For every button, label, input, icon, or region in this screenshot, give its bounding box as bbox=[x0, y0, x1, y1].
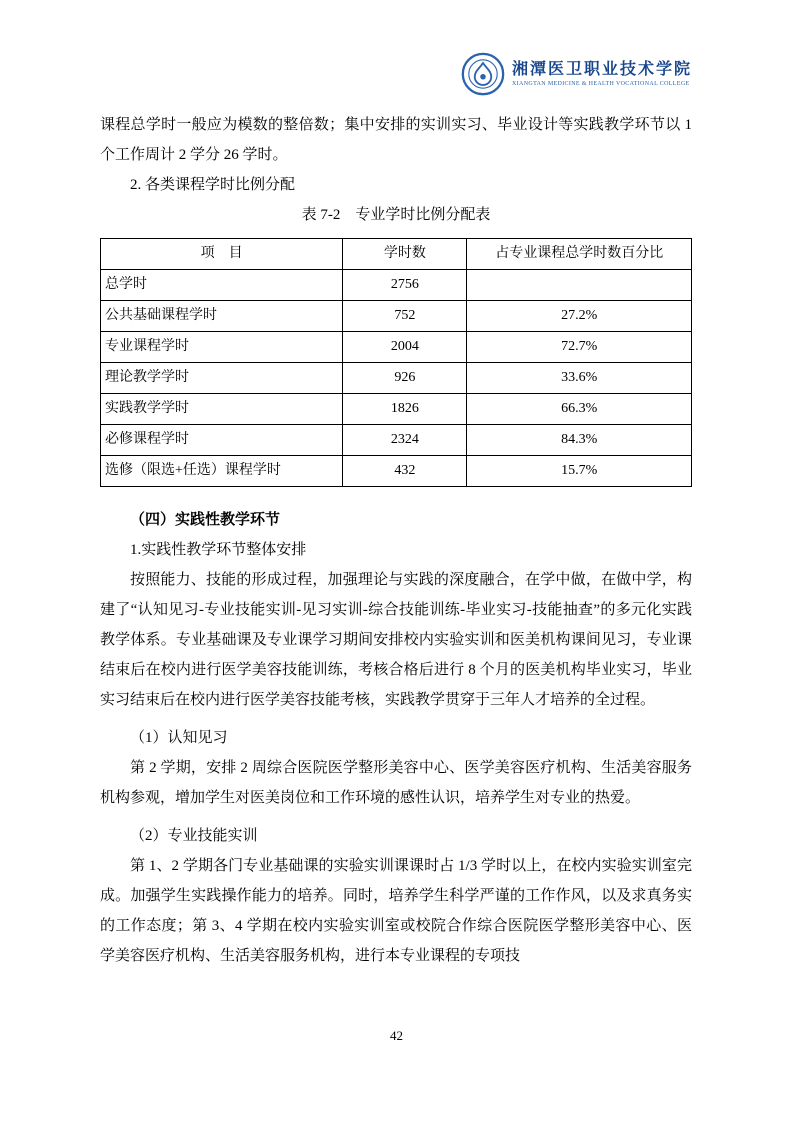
row-item: 专业课程学时 bbox=[101, 332, 343, 363]
table-header-row bbox=[101, 239, 692, 270]
college-logo bbox=[461, 52, 692, 96]
item1-paragraph: 第 2 学期，安排 2 周综合医院医学整形美容中心、医学美容医疗机构、生活美容服务机构参观，增加学生对医美岗位和工作环境的感性认识，培养学生对专业的热爱。 bbox=[100, 760, 692, 806]
row-percent: 27.2% bbox=[467, 301, 692, 332]
hours-allocation-table bbox=[100, 238, 692, 487]
col-header-percent: 占专业课程总学时数百分比 bbox=[467, 239, 692, 270]
row-hours: 2004 bbox=[343, 332, 467, 363]
row-percent: 72.7% bbox=[467, 332, 692, 363]
numbered-item-2: 2. 各类课程学时比例分配 bbox=[130, 177, 296, 193]
subsection-heading: 1.实践性教学环节整体安排 bbox=[130, 542, 307, 558]
row-item: 必修课程学时 bbox=[101, 425, 343, 456]
table-row bbox=[101, 394, 692, 425]
row-percent: 15.7% bbox=[467, 456, 692, 487]
table-caption: 表 7-2 专业学时比例分配表 bbox=[301, 207, 491, 223]
row-item: 实践教学学时 bbox=[101, 394, 343, 425]
item2-paragraph: 第 1、2 学期各门专业基础课的实验实训课课时占 1/3 学时以上，在校内实验实训室完成。加强学生实践操作能力的培养。同时，培养学生科学严谨的工作作风，以及求真务实的工作态度；第 3、4 学期在校内实验实训室或校院合作综合医院医学整形美容中心、医学美容医疗机构、生活美容服务机构，进行本专业课程的专项技 bbox=[100, 858, 692, 964]
row-hours: 2324 bbox=[343, 425, 467, 456]
row-percent bbox=[467, 270, 692, 301]
continuation-paragraph: 课程总学时一般应为模数的整倍数；集中安排的实训实习、毕业设计等实践教学环节以 1 个工作周计 2 学分 26 学时。 bbox=[100, 117, 692, 163]
table-row bbox=[101, 363, 692, 394]
section-heading: （四）实践性教学环节 bbox=[130, 512, 281, 528]
row-item: 选修（限选+任选）课程学时 bbox=[101, 456, 343, 487]
college-name-en: XIANGTAN MEDICINE & HEALTH VOCATIONAL COLLEGE bbox=[511, 81, 690, 88]
page-header bbox=[100, 52, 692, 96]
table-row bbox=[101, 301, 692, 332]
row-hours: 432 bbox=[343, 456, 467, 487]
page-number: 42 bbox=[390, 1028, 403, 1043]
college-name-block bbox=[512, 61, 692, 87]
row-hours: 1826 bbox=[343, 394, 467, 425]
table-row bbox=[101, 332, 692, 363]
row-item: 总学时 bbox=[101, 270, 343, 301]
row-hours: 2756 bbox=[343, 270, 467, 301]
college-name-cn: 湘潭医卫职业技术学院 bbox=[511, 60, 692, 78]
col-header-item: 项 目 bbox=[101, 239, 343, 270]
table-row bbox=[101, 456, 692, 487]
row-hours: 752 bbox=[343, 301, 467, 332]
col-header-hours: 学时数 bbox=[343, 239, 467, 270]
table-row bbox=[101, 270, 692, 301]
table-row bbox=[101, 425, 692, 456]
row-item: 理论教学学时 bbox=[101, 363, 343, 394]
item2-heading: （2）专业技能实训 bbox=[130, 828, 258, 844]
overall-arrangement-paragraph: 按照能力、技能的形成过程，加强理论与实践的深度融合，在学中做，在做中学，构建了“认知见习-专业技能实训-见习实训-综合技能训练-毕业实习-技能抽查”的多元化实践教学体系。专业基础课及专业课学习期间安排校内实验实训和医美机构课间见习，专业课结束后在校内进行医学美容技能训练，考核合格后进行 8 个月的医美机构毕业实习，毕业实习结束后在校内进行医学美容技能考核，实践教学贯穿于三年人才培养的全过程。 bbox=[100, 572, 692, 708]
row-percent: 66.3% bbox=[467, 394, 692, 425]
document-body bbox=[100, 110, 692, 971]
row-hours: 926 bbox=[343, 363, 467, 394]
item1-heading: （1）认知见习 bbox=[130, 730, 228, 746]
college-emblem-icon bbox=[461, 52, 505, 96]
row-percent: 84.3% bbox=[467, 425, 692, 456]
row-item: 公共基础课程学时 bbox=[101, 301, 343, 332]
row-percent: 33.6% bbox=[467, 363, 692, 394]
